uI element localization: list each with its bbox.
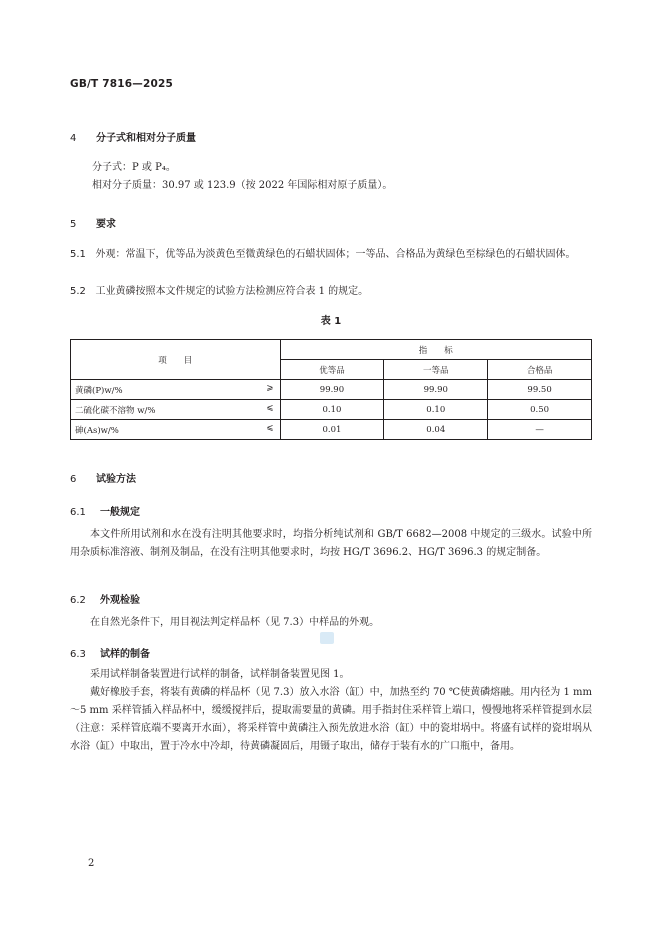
cell-value: 0.01 xyxy=(280,420,384,440)
cell-value: 99.90 xyxy=(384,380,488,400)
table-row xyxy=(71,380,592,400)
general-rules-text: 本文件所用试剂和水在没有注明其他要求时，均指分析纯试剂和 GB/T 6682—2008 中规定的三级水。试验中所用杂质标准溶液、制剂及制品，在没有注明其他要求时，均按 HG/T 3696.2、HG/T 3696.3 的规定制备。 xyxy=(70,529,592,558)
section-number: 6 xyxy=(70,474,77,485)
cell-value: — xyxy=(488,420,592,440)
comparison-symbol: ⩾ xyxy=(266,383,274,393)
table-row xyxy=(71,400,592,420)
row-item xyxy=(71,380,281,400)
section-6-2-heading xyxy=(70,591,140,606)
clause-text: 工业黄磷按照本文件规定的试验方法检测应符合表 1 的规定。 xyxy=(95,286,369,297)
section-title: 要求 xyxy=(96,219,116,230)
table-row xyxy=(71,420,592,440)
section-number: 5 xyxy=(70,219,77,230)
section-title: 试验方法 xyxy=(96,474,136,485)
cell-value: 99.90 xyxy=(280,380,384,400)
comparison-symbol: ⩽ xyxy=(266,403,274,413)
section-title: 试样的制备 xyxy=(100,649,150,660)
cell-value: 0.04 xyxy=(384,420,488,440)
page-number: 2 xyxy=(88,858,95,869)
clause-number: 5.1 xyxy=(70,249,86,260)
sample-prep-procedure: 戴好橡胶手套，将装有黄磷的样品杯（见 7.3）放入水浴（缸）中，加热至约 70 ℃使黄磷熔融。用内径为 1 mm～5 mm 采样管插入样品杯中，缓缓搅拌后，提取需要量的黄磷。用手指封住采样管上端口，慢慢地将采样管提到水层（注意：采样管底端不要离开水面），将采样管中黄磷注入预先放进水浴（缸）中的瓷坩埚中。将盛有试样的瓷坩埚从水浴（缸）中取出，置于冷水中冷却，待黄磷凝固后，用镊子取出，储存于装有水的广口瓶中，备用。 xyxy=(70,687,592,752)
section-6-heading xyxy=(70,470,136,485)
section-4-heading xyxy=(70,129,196,144)
table-caption: 表 1 xyxy=(320,316,342,327)
clause-5-1 xyxy=(70,246,592,264)
header-index: 指 标 xyxy=(280,340,591,360)
clause-text: 外观：常温下，优等品为淡黄色至微黄绿色的石蜡状固体；一等品、合格品为黄绿色至棕绿色的石蜡状固体。 xyxy=(95,249,576,260)
document-header: GB/T 7816—2025 xyxy=(70,78,174,90)
item-name: 黄磷(P)w/% xyxy=(75,385,123,396)
cell-value: 99.50 xyxy=(488,380,592,400)
cell-value: 0.50 xyxy=(488,400,592,420)
molecular-formula: 分子式：P 或 P₄。 xyxy=(92,162,176,173)
cell-value: 0.10 xyxy=(280,400,384,420)
molecular-mass: 相对分子质量：30.97 或 123.9（按 2022 年国际相对原子质量）。 xyxy=(92,180,393,191)
section-title: 一般规定 xyxy=(100,507,140,518)
section-number: 6.1 xyxy=(70,507,86,518)
section-5-heading xyxy=(70,215,116,230)
section-number: 4 xyxy=(70,133,77,144)
cell-value: 0.10 xyxy=(384,400,488,420)
comparison-symbol: ⩽ xyxy=(266,423,274,433)
clause-number: 5.2 xyxy=(70,286,86,297)
section-6-3-heading xyxy=(70,645,150,660)
row-item xyxy=(71,420,281,440)
watermark-stamp xyxy=(320,632,334,644)
row-item xyxy=(71,400,281,420)
grade-qualified: 合格品 xyxy=(488,360,592,380)
section-title: 外观检验 xyxy=(100,595,140,606)
table-header-row xyxy=(71,340,592,360)
header-item: 项 目 xyxy=(71,340,281,380)
appearance-test-text: 在自然光条件下，用目视法判定样品杯（见 7.3）中样品的外观。 xyxy=(90,617,380,628)
section-number: 6.2 xyxy=(70,595,86,606)
grade-premium: 优等品 xyxy=(280,360,384,380)
spec-table xyxy=(70,339,592,440)
item-name: 砷(As)w/% xyxy=(75,425,119,436)
section-title: 分子式和相对分子质量 xyxy=(96,133,196,144)
grade-first: 一等品 xyxy=(384,360,488,380)
section-6-1-heading xyxy=(70,503,140,518)
sample-prep-intro: 采用试样制备装置进行试样的制备，试样制备装置见图 1。 xyxy=(90,669,350,680)
item-name: 二硫化碳不溶物 w/% xyxy=(75,405,156,416)
section-number: 6.3 xyxy=(70,649,86,660)
clause-5-2 xyxy=(70,283,592,301)
